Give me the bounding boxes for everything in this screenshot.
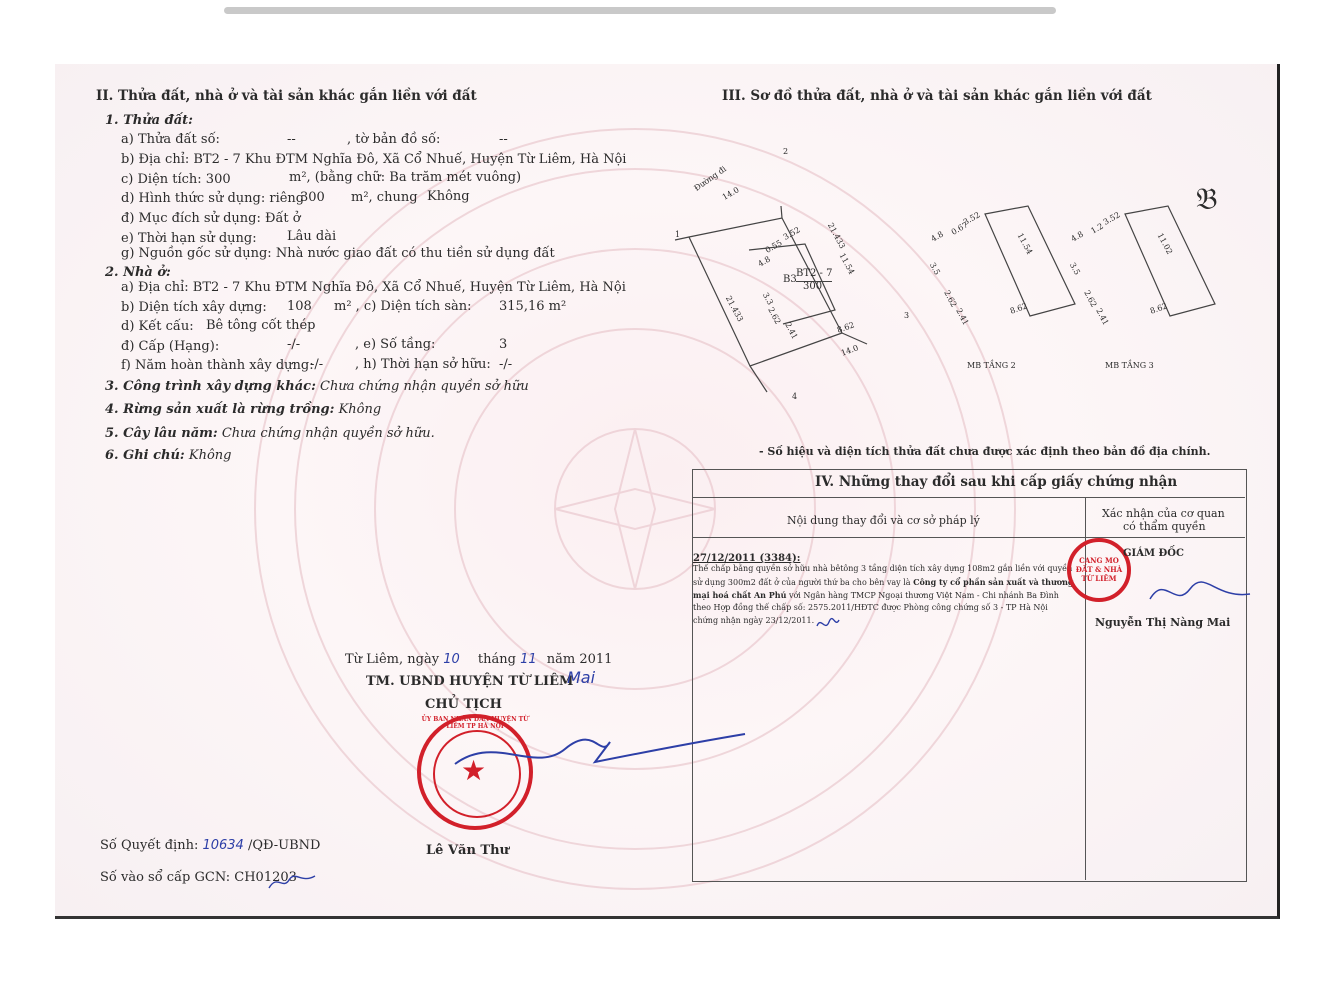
certificate-page	[55, 64, 1280, 919]
other-works-label: 3. Công trình xây dựng khác:	[105, 379, 316, 394]
dim-house-left-2: 2.62	[766, 305, 783, 326]
dim-right: 21.433	[825, 221, 847, 251]
notes	[105, 448, 231, 463]
director-title: GIÁM ĐỐC	[1123, 548, 1184, 559]
other-works	[105, 379, 529, 394]
floor3-dim-offset: 1.2	[1089, 221, 1105, 236]
map-sheet-label: , tờ bản đồ số:	[347, 132, 441, 147]
land-number-value: --	[287, 132, 296, 147]
decision-label: Số Quyết định:	[100, 838, 199, 853]
north-icon: 𝔅	[1196, 182, 1218, 217]
floor-3-outline	[1125, 206, 1215, 316]
house-structure-label: d) Kết cấu:	[121, 319, 194, 334]
stamp-text-3: TỪ LIÊM	[1081, 574, 1117, 583]
forest	[105, 402, 381, 417]
forest-label: 4. Rừng sản xuất là rừng trồng:	[105, 402, 335, 417]
house-completion-value: -/-	[310, 357, 324, 372]
entry-date: 27/12/2011 (3384):	[693, 553, 801, 564]
floor3-dim-left-3: 2.41	[1094, 306, 1111, 327]
stamp-text-1: CANG MO	[1079, 556, 1119, 565]
decision-number	[100, 838, 320, 853]
dim-house-left-1: 3.3	[760, 291, 775, 307]
house-heading: 2. Nhà ở:	[105, 265, 171, 280]
floor2-dim-bottom: 8.62	[1008, 301, 1029, 316]
land-address: b) Địa chỉ: BT2 - 7 Khu ĐTM Nghĩa Đô, Xã Cổ Nhuế, Huyện Từ Liêm, Hà Nội	[121, 152, 627, 167]
perennial-trees-label: 5. Cây lâu năm:	[105, 426, 218, 441]
sign-year: năm 2011	[546, 652, 613, 667]
corner-4: 4	[792, 392, 798, 401]
corner-3: 3	[904, 311, 910, 320]
entry-line-3-a: mại hoá chất An Phú	[693, 590, 787, 600]
entry-signature	[815, 614, 841, 634]
corner-2-tick	[781, 206, 782, 218]
entry-line-1: Thế chấp bằng quyền sở hữu nhà bêtông 3 tầng diện tích xây dựng 108m2 gắn liền với quyền	[693, 564, 1073, 573]
land-term-label: e) Thời hạn sử dụng:	[121, 231, 257, 246]
floor-3-label: MB TẦNG 3	[1105, 361, 1154, 370]
house-ownership-term-value: -/-	[499, 357, 513, 372]
house-floors-label: , e) Số tầng:	[355, 337, 436, 352]
entry-line-2-b: Công ty cổ phần sản xuất và thương	[913, 577, 1074, 587]
corner-2: 2	[783, 147, 789, 156]
dim-house-side: 11.54	[837, 251, 857, 276]
cadastral-note: - Số hiệu và diện tích thửa đất chưa được xác định theo bản đồ địa chính.	[759, 445, 1211, 458]
corner-4-tick	[750, 366, 767, 392]
map-sheet-value: --	[499, 132, 508, 147]
decision-suffix: /QĐ-UBND	[247, 838, 321, 853]
house-structure-value: Bê tông cốt thép	[206, 318, 316, 333]
decision-value: 10634	[202, 838, 244, 853]
floor2-dim-left-2: 2.62	[942, 288, 959, 309]
perennial-trees	[105, 426, 435, 441]
house-floor-area-value: 315,16 m²	[499, 299, 567, 314]
house-grade-label: đ) Cấp (Hạng):	[121, 339, 220, 354]
entry-line-2	[693, 577, 1074, 588]
corner-3-tick	[842, 333, 867, 344]
star-emblem-icon: ★	[461, 754, 487, 787]
floor3-dim-top: 3.52	[1101, 210, 1122, 227]
changes-col-confirm-1: Xác nhận của cơ quan	[1102, 507, 1225, 520]
floor2-dim-left-3: 2.41	[954, 306, 971, 327]
sign-month: 11	[520, 652, 537, 667]
director-signature	[1145, 569, 1255, 614]
land-use-private-value: 300	[300, 190, 325, 205]
scrollbar[interactable]	[224, 7, 1056, 14]
section-3-title: III. Sơ đồ thửa đất, nhà ở và tài sản khác gắn liền với đất	[722, 88, 1152, 104]
floor3-dim-bottom: 8.62	[1148, 301, 1169, 316]
floor3-dim-right: 11.02	[1155, 231, 1175, 256]
floor-2-label: MB TẦNG 2	[967, 361, 1016, 370]
land-number-label: a) Thửa đất số:	[121, 132, 220, 147]
land-office-stamp	[1067, 538, 1131, 602]
notes-value: Không	[188, 448, 232, 463]
land-heading: 1. Thửa đất:	[105, 113, 193, 128]
sign-place-date	[345, 652, 612, 667]
house-address: a) Địa chỉ: BT2 - 7 Khu ĐTM Nghĩa Đô, Xã Cổ Nhuế, Huyện Từ Liêm, Hà Nội	[121, 280, 626, 295]
section-2-title: II. Thửa đất, nhà ở và tài sản khác gắn liền với đất	[96, 88, 477, 104]
entry-line-2-a: sử dụng 300m2 đất ở của người thứ ba cho bên vay là	[693, 578, 914, 587]
floor-2-outline	[985, 206, 1075, 316]
land-use-shared-label: m², chung	[351, 190, 418, 205]
dim-house-bottom: 8.62	[835, 320, 856, 335]
dim-house-top: 3.52	[781, 225, 802, 242]
land-origin: g) Nguồn gốc sử dụng: Nhà nước giao đất có thu tiền sử dụng đất	[121, 246, 555, 261]
dim-bottom: 14.0	[839, 343, 860, 358]
plot-diagram	[655, 134, 1255, 454]
other-works-value: Chưa chứng nhận quyền sở hữu	[320, 379, 529, 394]
floor2-dim-left-1: 3.5	[927, 261, 942, 277]
plot-prefix: B3	[783, 274, 797, 285]
entry-line-3-b: với Ngân hàng TMCP Ngoại thương Việt Nam - Chi nhánh Ba Đình	[786, 591, 1059, 600]
corner-1: 1	[675, 230, 681, 239]
house-floor-area-label: m² , c) Diện tích sàn:	[334, 299, 472, 314]
house-floors-value: 3	[499, 337, 508, 352]
land-use-shared-value: Không	[427, 189, 470, 204]
house-ownership-term-label: , h) Thời hạn sở hữu:	[355, 357, 491, 372]
forest-value: Không	[338, 402, 382, 417]
floor2-dim-top: 3.52	[961, 210, 982, 227]
land-area-words: m², (bằng chữ: Ba trăm mét vuông)	[289, 170, 522, 185]
land-area: c) Diện tích: 300	[121, 172, 231, 187]
land-purpose: đ) Mục đích sử dụng: Đất ở	[121, 211, 301, 226]
floor2-dim-offset: 0.67	[949, 220, 970, 237]
plot-label: BT2 - 7	[796, 266, 832, 282]
changes-col-confirm-2: có thẩm quyền	[1123, 520, 1206, 533]
entry-line-3	[693, 590, 1059, 601]
sign-initial: Mai	[567, 668, 596, 687]
house-built-area-value: 108	[287, 299, 312, 314]
floor2-dim-right: 11.54	[1015, 231, 1035, 256]
dim-house-top-left: 4.8	[756, 254, 772, 269]
sign-month-label: tháng	[477, 652, 516, 667]
gcn-number: Số vào sổ cấp GCN: CH01203	[100, 870, 297, 885]
house-built-area-label: b) Diện tích xây dựng:	[121, 300, 267, 315]
notes-label: 6. Ghi chú:	[105, 448, 185, 463]
house-grade-value: -/-	[287, 337, 301, 352]
plot-area: 300	[803, 281, 823, 292]
dim-top: 14.0	[720, 185, 741, 202]
floor3-dim-left-2: 2.62	[1082, 288, 1099, 309]
sign-org: TM. UBND HUYỆN TỪ LIÊM	[366, 674, 574, 689]
floor3-dim-left-1: 3.5	[1067, 261, 1082, 277]
dim-house-left-3: 2.41	[783, 320, 800, 341]
sign-place: Từ Liêm, ngày	[345, 652, 440, 667]
road-label: Đường đi	[692, 164, 728, 193]
stamp-text-2: ĐẤT & NHÀ	[1075, 565, 1123, 574]
director-name: Nguyễn Thị Nàng Mai	[1095, 616, 1231, 629]
floor3-dim-top-left: 4.8	[1069, 229, 1085, 244]
gcn-signature	[267, 870, 317, 894]
section-4-title: IV. Những thay đổi sau khi cấp giấy chứng nhận	[815, 474, 1178, 490]
stamp-ring-text: ỦY BAN NHÂN DÂN HUYỆN TỪ LIÊM TP HÀ NỘI	[421, 716, 529, 730]
sign-role: CHỦ TỊCH	[425, 697, 502, 712]
sign-day: 10	[443, 652, 460, 667]
dim-left: 21.433	[723, 294, 745, 324]
dim-offset: 0.55	[763, 238, 784, 255]
land-term-value: Lâu dài	[287, 229, 337, 244]
perennial-trees-value: Chưa chứng nhận quyền sở hữu.	[221, 426, 435, 441]
house-completion-label: f) Năm hoàn thành xây dựng:	[121, 358, 314, 373]
floor2-dim-top-left: 4.8	[929, 229, 945, 244]
chairman-signature	[435, 724, 755, 794]
entry-line-4: theo Hợp đồng thế chấp số: 2575.2011/HĐTC được Phòng công chứng số 3 - TP Hà Nội	[693, 603, 1048, 612]
changes-col-content: Nội dung thay đổi và cơ sở pháp lý	[787, 514, 980, 527]
entry-line-5: chứng nhận ngày 23/12/2011.	[693, 616, 815, 625]
chairman-name: Lê Văn Thư	[426, 843, 510, 858]
land-use-form: d) Hình thức sử dụng: riêng	[121, 191, 305, 206]
